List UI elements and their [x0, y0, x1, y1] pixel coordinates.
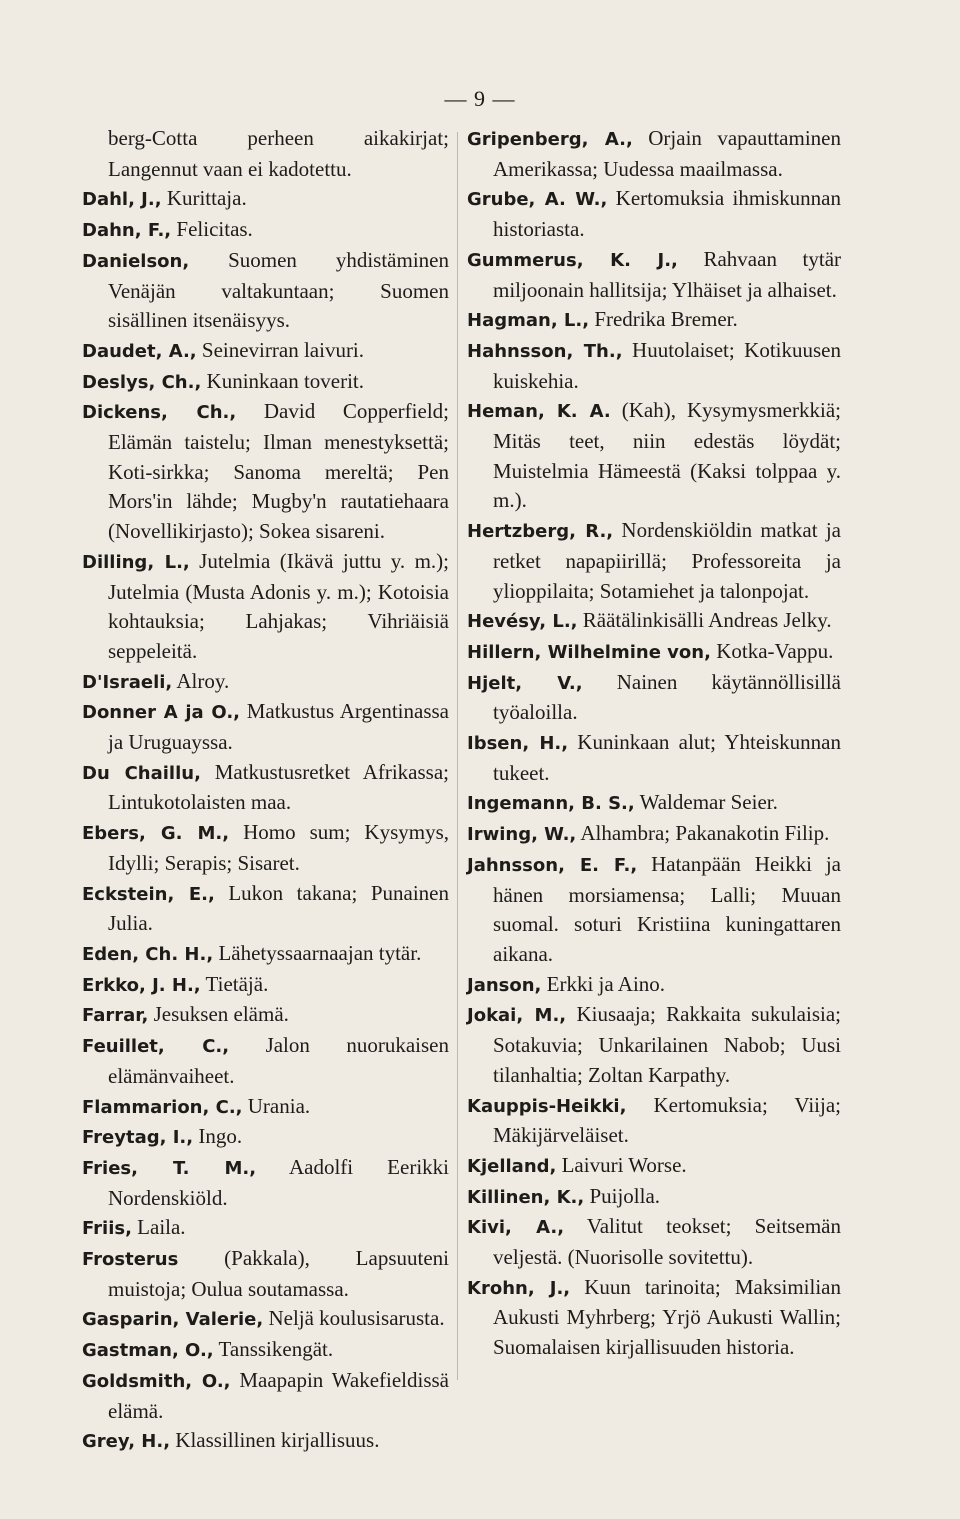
book-titles: Kertomuksia ihmiskunnan historiasta. — [493, 186, 841, 242]
right-column — [467, 124, 841, 1363]
author-name: Jahnsson, E. F., — [467, 854, 638, 876]
book-titles: Lähetyssaarnaajan tytär. — [213, 940, 422, 965]
author-name: Ibsen, H., — [467, 733, 569, 755]
author-name: Eden, Ch. H., — [82, 943, 214, 965]
book-titles: Laila. — [131, 1215, 186, 1240]
catalog-entry — [82, 1153, 449, 1213]
catalog-entry — [467, 1273, 841, 1363]
author-name: Erkko, J. H., — [82, 974, 201, 996]
author-name: Gasparin, Valerie, — [82, 1309, 264, 1331]
book-titles: Alhambra; Pakanakotin Filip. — [576, 821, 830, 846]
catalog-entry — [467, 970, 841, 1001]
book-titles: Huutolaiset; Kotikuusen kuiskehia. — [493, 337, 842, 393]
author-name: Frosterus — [82, 1249, 179, 1271]
author-name: Hillern, Wilhelmine von, — [467, 641, 711, 663]
book-titles: Urania. — [242, 1093, 311, 1118]
book-titles: Erkki ja Aino. — [541, 971, 666, 996]
book-titles: Matkustus Argentinassa ja Uruguayssa. — [108, 699, 449, 755]
page-number: — 9 — — [444, 86, 516, 111]
book-titles: Nainen käytännöllisillä työaloilla. — [493, 669, 841, 725]
book-titles: berg-Cotta perheen aikakirjat; Langennut vaan ei kadotettu. — [108, 126, 449, 181]
book-titles: Maapapin Wakefieldissä elämä. — [108, 1367, 449, 1423]
author-name: Grube, A. W., — [467, 189, 608, 211]
author-name: Eckstein, E., — [82, 883, 215, 905]
book-titles: Nordenskiöldin matkat ja retket napapiirillä; Professoreita ja ylioppilaita; Sotamiehet ja talonpojat. — [493, 518, 841, 603]
catalog-entry — [82, 879, 449, 939]
book-titles: Orjain vapauttaminen Amerikassa; Uudessa maailmassa. — [493, 126, 841, 181]
author-name: Grey, H., — [82, 1431, 171, 1453]
author-name: Daudet, A., — [82, 340, 197, 362]
catalog-entry — [467, 850, 841, 970]
catalog-entry — [82, 1335, 449, 1366]
book-titles: Tietäjä. — [200, 971, 269, 996]
book-titles: Kotka-Vappu. — [710, 638, 834, 663]
author-name: Flammarion, C., — [82, 1096, 243, 1118]
catalog-entry — [82, 818, 449, 878]
book-titles: Hatanpään Heikki ja hänen morsiamensa; Lalli; Muuan suomal. soturi Kristiina kuningattaren aikana. — [493, 851, 842, 966]
book-titles: Kertomuksia; Viija; Mäkijärveläiset. — [493, 1092, 841, 1148]
author-name: Hevésy, L., — [467, 611, 578, 633]
catalog-entry — [467, 396, 841, 516]
author-name: Donner A ja O., — [82, 702, 240, 724]
book-titles: (Kah), Kysymysmerkkiä; Mitäs teet, niin edestäs löydät; Muistelmia Hämeestä (Kaksi tolppaa y. m.). — [493, 398, 841, 513]
author-name: Feuillet, C., — [82, 1036, 230, 1058]
catalog-entry — [467, 728, 841, 788]
book-titles: Kiusaaja; Rakkaita sukulaisia; Sotakuvia; Unkarilainen Nabob; Uusi tilanhaltia; Zoltan Karpathy. — [493, 1002, 841, 1087]
book-titles: Neljä koulusisarusta. — [263, 1306, 445, 1331]
author-name: Gummerus, K. J., — [467, 249, 678, 271]
book-titles: Klassillinen kirjallisuus. — [170, 1428, 380, 1453]
book-titles: Felicitas. — [171, 217, 253, 242]
catalog-entry — [82, 939, 449, 970]
author-name: Jokai, M., — [467, 1005, 567, 1027]
author-name: Kauppis-Heikki, — [467, 1095, 627, 1117]
catalog-entry — [467, 668, 841, 728]
catalog-entry — [467, 1000, 841, 1090]
author-name: Danielson, — [82, 250, 190, 272]
author-name: Dahn, F., — [82, 220, 172, 242]
author-name: Janson, — [467, 974, 542, 996]
book-titles: Waldemar Seier. — [634, 790, 778, 815]
catalog-entry — [82, 547, 449, 667]
book-titles: Rahvaan tytär miljoonain hallitsija; Ylhäiset ja alhaiset. — [493, 246, 842, 302]
catalog-entry — [82, 1000, 449, 1031]
catalog-entry — [82, 970, 449, 1001]
book-titles: Lukon takana; Punainen Julia. — [108, 880, 449, 936]
book-titles: Jalon nuorukaisen elämänvaiheet. — [108, 1033, 449, 1088]
author-name: Du Chaillu, — [82, 762, 201, 784]
book-titles: Räätälinkisälli Andreas Jelky. — [577, 608, 832, 633]
catalog-entry — [467, 124, 841, 184]
author-name: Krohn, J., — [467, 1277, 571, 1299]
author-name: Hjelt, V., — [467, 672, 583, 694]
catalog-entry — [82, 1304, 449, 1335]
catalog-entry — [82, 246, 449, 336]
catalog-entry — [467, 516, 841, 606]
author-name: Kivi, A., — [467, 1217, 565, 1239]
catalog-entry — [467, 305, 841, 336]
author-name: Kjelland, — [467, 1155, 557, 1177]
catalog-entry — [467, 1212, 841, 1272]
catalog-entry — [82, 1092, 449, 1123]
author-name: Hagman, L., — [467, 310, 590, 332]
catalog-entry — [82, 1031, 449, 1091]
catalog-entry — [467, 1151, 841, 1182]
catalog-entry — [467, 245, 841, 305]
book-titles: Alroy. — [172, 668, 230, 693]
book-titles: Tanssikengät. — [213, 1337, 334, 1362]
book-titles: Suomen yhdistäminen Venäjän valtakuntaan; Suomen sisällinen itsenäisyys. — [108, 247, 449, 333]
author-name: Goldsmith, O., — [82, 1370, 231, 1392]
author-name: Hertzberg, R., — [467, 521, 614, 543]
author-name: Deslys, Ch., — [82, 371, 202, 393]
book-titles: Kuun tarinoita; Maksimilian Aukusti Myhrberg; Yrjö Aukusti Wallin; Suomalaisen kirjallisuuden historia. — [493, 1274, 841, 1360]
book-titles: Kuninkaan alut; Yhteiskunnan tukeet. — [493, 730, 841, 785]
author-name: Ingemann, B. S., — [467, 793, 635, 815]
author-name: Killinen, K., — [467, 1186, 585, 1208]
author-name: Dilling, L., — [82, 551, 190, 573]
catalog-entry — [82, 184, 449, 215]
book-titles: David Copperfield; Elämän taistelu; Ilman menestyksettä; Koti-sirkka; Sanoma mereltä; Pen Mors'in lähde; Mugby'n rautatiehaara (Novellikirjasto); Sokea sisareni. — [108, 399, 449, 544]
author-name: Gripenberg, A., — [467, 129, 633, 150]
catalog-entry — [467, 788, 841, 819]
book-titles: Laivuri Worse. — [556, 1152, 687, 1177]
catalog-entry — [82, 215, 449, 246]
book-titles: Kurittaja. — [161, 186, 247, 211]
author-name: Dickens, Ch., — [82, 402, 237, 424]
catalog-entry — [82, 1213, 449, 1244]
book-titles: Homo sum; Kysymys, Idylli; Serapis; Sisaret. — [108, 820, 449, 875]
author-name: Ebers, G. M., — [82, 823, 230, 845]
catalog-entry — [467, 184, 841, 244]
catalog-entry — [82, 758, 449, 818]
catalog-entry — [82, 397, 449, 547]
catalog-entry — [467, 637, 841, 668]
book-titles: Jutelmia (Ikävä juttu y. m.); Jutelmia (Musta Adonis y. m.); Kotoisia kohtauksia; Lahjakas; Vihriäisiä seppeleitä. — [108, 548, 449, 663]
catalog-entry — [82, 1244, 449, 1304]
column-divider — [457, 132, 458, 1380]
catalog-entry — [82, 1122, 449, 1153]
catalog-entry — [82, 667, 449, 698]
author-name: Hahnsson, Th., — [467, 340, 623, 362]
author-name: Friis, — [82, 1218, 132, 1240]
book-titles: Matkustusretket Afrikassa; Lintukotolaisten maa. — [108, 759, 449, 815]
catalog-entry — [467, 1182, 841, 1213]
catalog-entry — [82, 697, 449, 757]
author-name: Gastman, O., — [82, 1340, 214, 1362]
book-titles: Ingo. — [193, 1124, 243, 1149]
author-name: Freytag, I., — [82, 1127, 194, 1149]
catalog-entry — [82, 367, 449, 398]
author-name: Irwing, W., — [467, 824, 577, 846]
book-titles: (Pakkala), Lapsuuteni muistoja; Oulua soutamassa. — [108, 1246, 449, 1301]
author-name: D'Israeli, — [82, 671, 173, 693]
author-name: Heman, K. A. — [467, 401, 611, 423]
catalog-entry — [82, 1426, 449, 1457]
book-titles: Aadolfi Eerikki Nordenskiöld. — [108, 1154, 449, 1210]
book-titles: Puijolla. — [584, 1183, 661, 1208]
book-titles: Jesuksen elämä. — [148, 1002, 289, 1027]
catalog-entry — [467, 336, 841, 396]
left-column — [82, 124, 449, 1457]
book-titles: Kuninkaan toverit. — [201, 368, 365, 393]
catalog-entry — [467, 1091, 841, 1151]
author-name: Farrar, — [82, 1005, 149, 1027]
catalog-entry — [82, 1366, 449, 1426]
author-name: Dahl, J., — [82, 189, 162, 211]
book-titles: Seinevirran laivuri. — [196, 337, 365, 362]
author-name: Fries, T. M., — [82, 1157, 257, 1179]
catalog-entry — [467, 819, 841, 850]
catalog-entry — [467, 606, 841, 637]
catalog-entry — [82, 336, 449, 367]
book-titles: Fredrika Bremer. — [589, 307, 738, 332]
book-titles: Valitut teokset; Seitsemän veljestä. (Nuorisolle sovitettu). — [493, 1214, 841, 1270]
catalog-entry — [82, 124, 449, 184]
